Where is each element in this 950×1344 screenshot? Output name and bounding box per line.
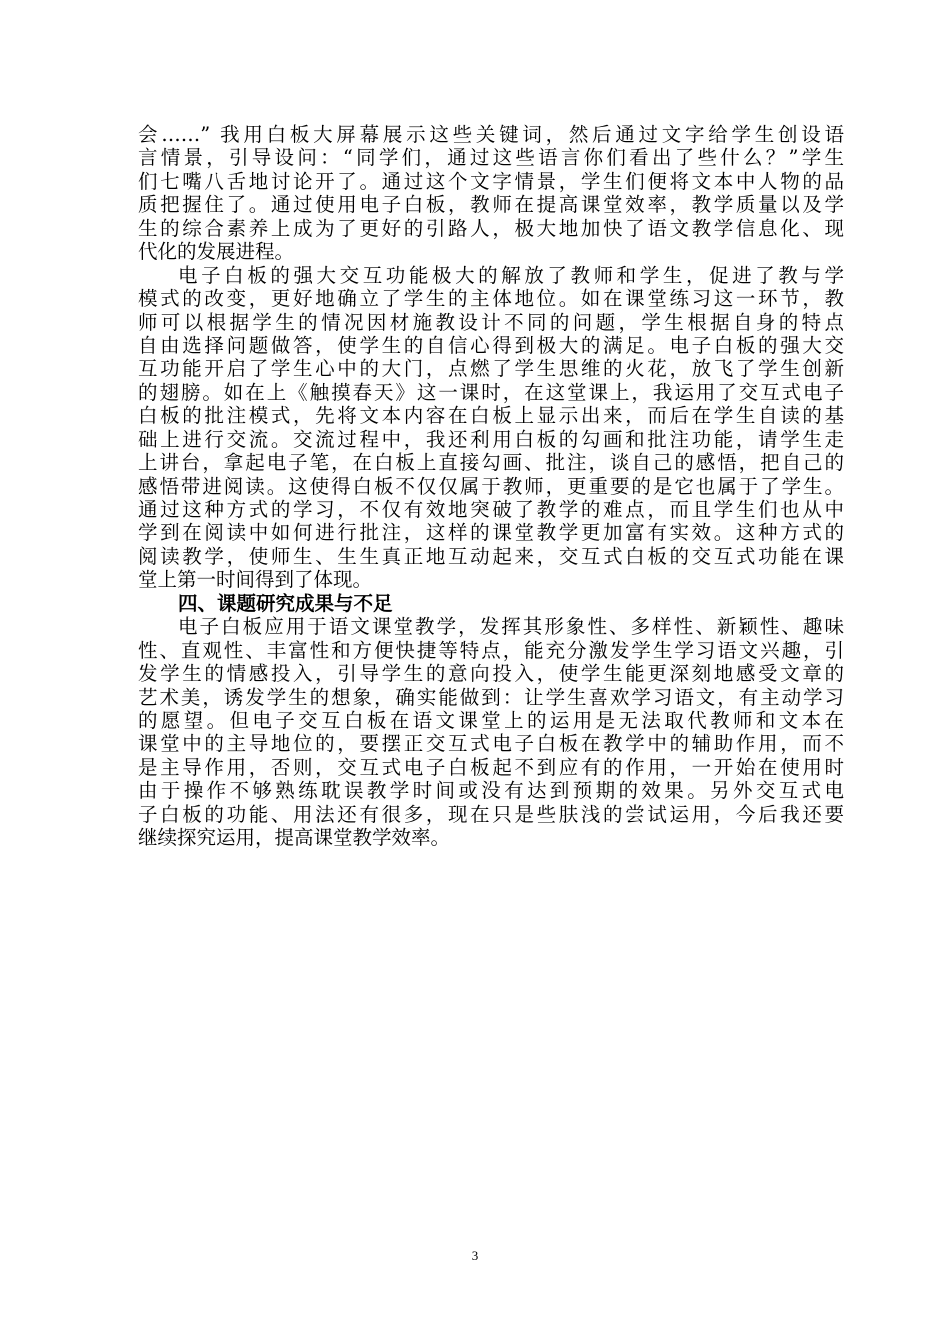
page-number: 3 <box>471 1248 479 1263</box>
paragraph-1 <box>138 123 844 264</box>
text-line: 艺术美，诱发学生的想象，确实能做到：让学生喜欢学习语文，有主动学习 <box>138 685 844 709</box>
text-line: 上讲台，拿起电子笔，在白板上直接勾画、批注，谈自己的感悟，把自己的 <box>138 451 844 475</box>
text-line: 阅读教学，使师生、生生真正地互动起来，交互式白板的交互式功能在课 <box>138 544 844 568</box>
text-line: 感悟带进阅读。这使得白板不仅仅属于教师，更重要的是它也属于了学生。 <box>138 474 844 498</box>
text-line: 通过这种方式的学习，不仅有效地突破了教学的难点，而且学生们也从中 <box>138 498 844 521</box>
text-line: 子白板的功能、用法还有很多，现在只是些肤浅的尝试运用，今后我还要 <box>138 802 844 826</box>
text-line: 言情景，引导设问：“同学们，通过这些语言你们看出了些什么？”学生 <box>138 146 844 170</box>
text-line: 电子白板的强大交互功能极大的解放了教师和学生，促进了教与学 <box>178 263 844 287</box>
text-line: 础上进行交流。交流过程中，我还利用白板的勾画和批注功能，请学生走 <box>138 427 844 451</box>
text-line: 发学生的情感投入，引导学生的意向投入，使学生能更深刻地感受文章的 <box>138 662 844 686</box>
text-line: 模式的改变，更好地确立了学生的主体地位。如在课堂练习这一环节，教 <box>138 287 844 311</box>
text-line: 互功能开启了学生心中的大门，点燃了学生思维的火花，放飞了学生创新 <box>138 357 844 381</box>
paragraph-3 <box>138 615 844 849</box>
text-line: 质把握住了。通过使用电子白板，教师在提高课堂效率，教学质量以及学 <box>138 193 844 217</box>
document-body <box>138 123 844 850</box>
text-line: 师可以根据学生的情况因材施教设计不同的问题，学生根据自身的特点 <box>138 310 844 334</box>
text-line: 自由选择问题做答，使学生的自信心得到极大的满足。电子白板的强大交 <box>138 333 844 357</box>
text-line: 们七嘴八舌地讨论开了。通过这个文字情景，学生们便将文本中人物的品 <box>138 169 844 193</box>
text-line: 由于操作不够熟练耽误教学时间或没有达到预期的效果。另外交互式电 <box>138 779 844 803</box>
text-line: 白板的批注模式，先将文本内容在白板上显示出来，而后在学生自读的基 <box>138 404 844 428</box>
text-line: 的翅膀。如在上《触摸春天》这一课时，在这堂课上，我运用了交互式电子 <box>138 380 844 404</box>
section-heading: 四、课题研究成果与不足 <box>178 591 393 615</box>
text-line: 代化的发展进程。 <box>138 240 295 264</box>
text-line: 课堂中的主导地位的，要摆正交互式电子白板在教学中的辅助作用，而不 <box>138 732 844 756</box>
text-line: 的愿望。但电子交互白板在语文课堂上的运用是无法取代教师和文本在 <box>138 708 844 732</box>
text-line: 会……” 我用白板大屏幕展示这些关键词，然后通过文字给学生创设语 <box>138 123 844 146</box>
text-line: 堂上第一时间得到了体现。 <box>138 568 373 592</box>
text-line: 学到在阅读中如何进行批注，这样的课堂教学更加富有实效。这种方式的 <box>138 521 844 545</box>
text-line: 性、直观性、丰富性和方便快捷等特点，能充分激发学生学习语文兴趣，引 <box>138 638 844 662</box>
text-line: 电子白板应用于语文课堂教学，发挥其形象性、多样性、新颖性、趣味 <box>178 615 844 639</box>
text-line: 生的综合素养上成为了更好的引路人，极大地加快了语文教学信息化、现 <box>138 216 844 240</box>
paragraph-2 <box>138 264 844 592</box>
text-line: 继续探究运用，提高课堂教学效率。 <box>138 826 451 850</box>
text-line: 是主导作用，否则，交互式电子白板起不到应有的作用，一开始在使用时 <box>138 755 844 779</box>
